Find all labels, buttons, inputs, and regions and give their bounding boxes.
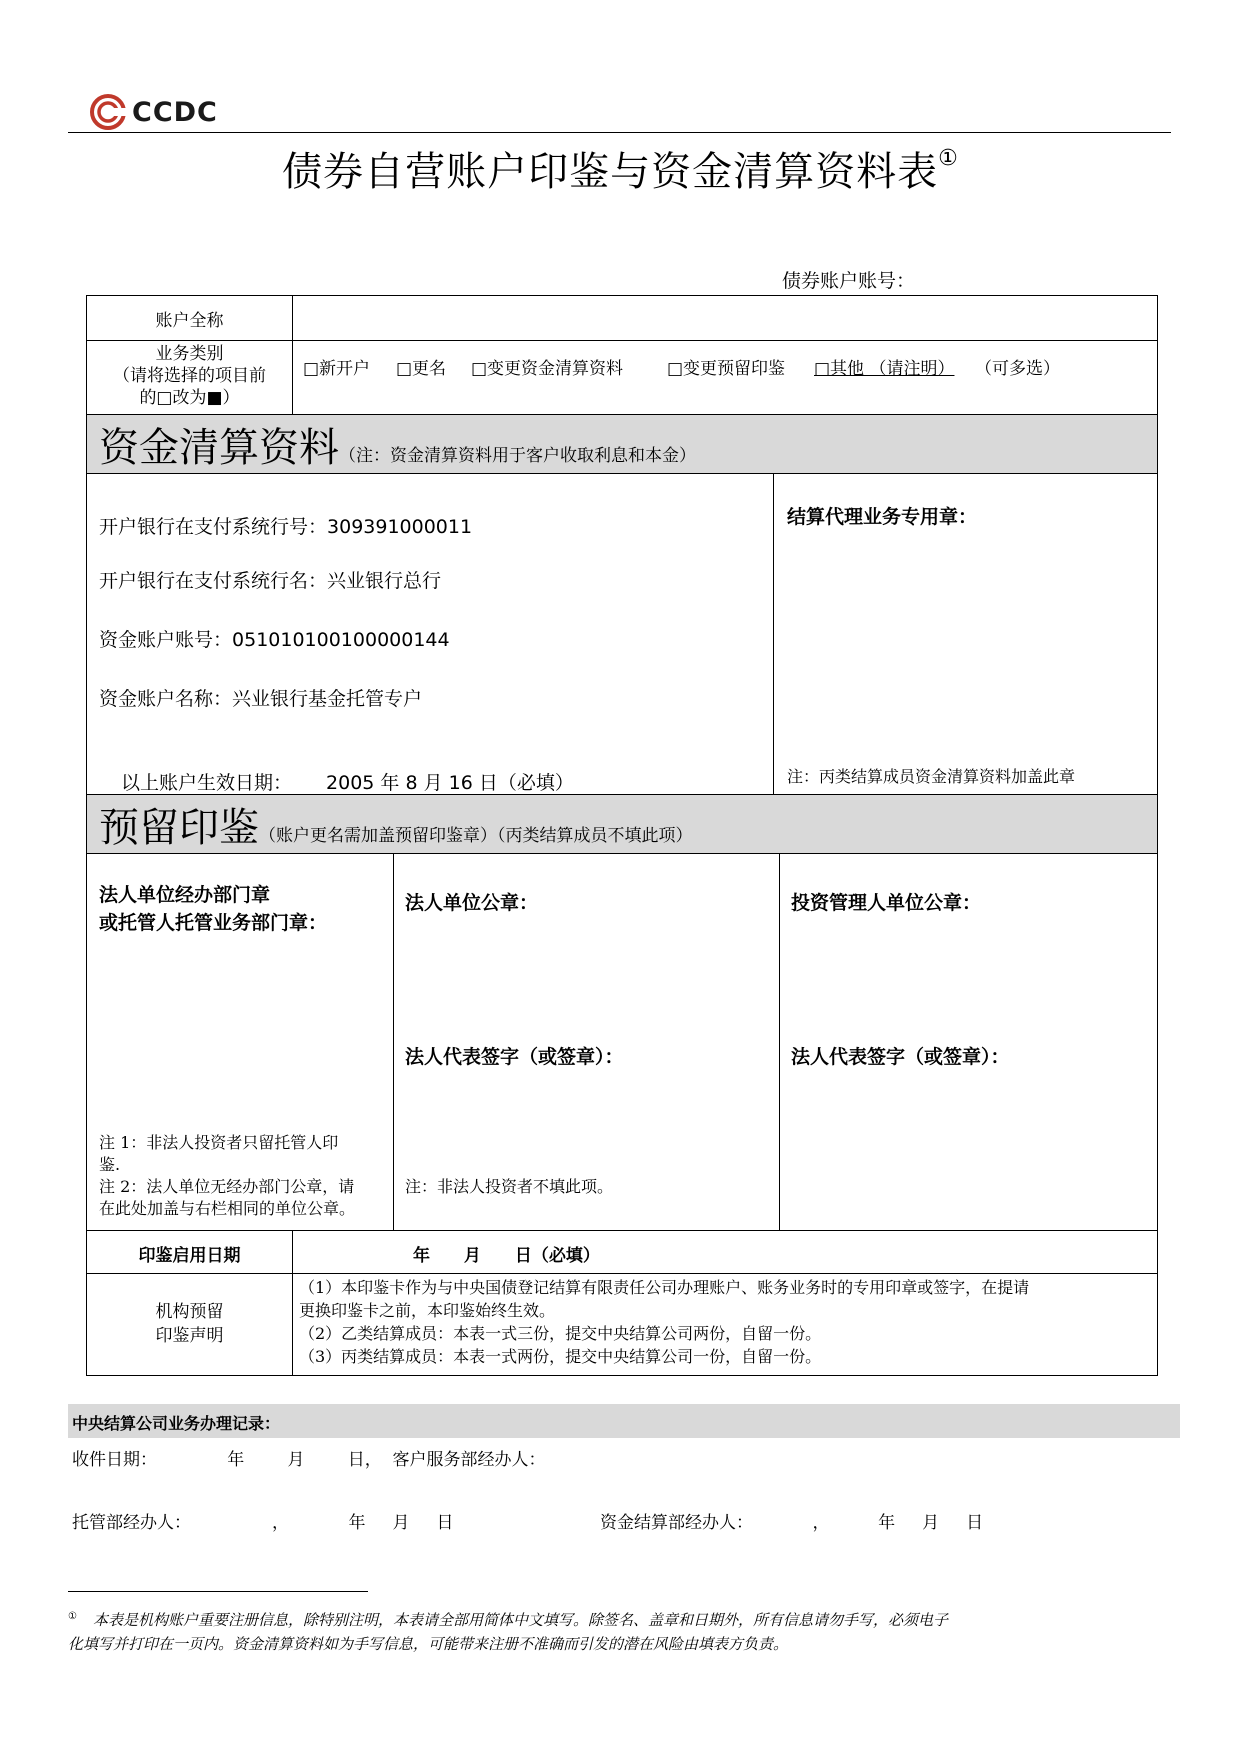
bank-name-line: 开户银行在支付系统行名：兴业银行总行 <box>99 570 442 592</box>
settle-line: 资金结算部经办人： ， 年 月 日 <box>600 1513 984 1533</box>
agent-seal-label: 结算代理业务专用章： <box>787 506 978 528</box>
receive-date-line: 收件日期： 年 月 日， 客户服务部经办人： <box>72 1450 546 1470</box>
page-title: 债券自营账户印鉴与资金清算资料表① <box>282 146 959 195</box>
title-footnote-mark: ① <box>938 146 959 171</box>
bank-no-value: 309391000011 <box>327 516 473 538</box>
account-name-label: 账户全称 <box>155 311 224 331</box>
logo-text: CCDC <box>132 96 218 128</box>
bond-account-label: 债券账户账号： <box>782 270 916 292</box>
effective-date-value: 2005 年 8 月 16 日（必填） <box>326 772 574 794</box>
acct-no-value: 051010100100000144 <box>232 629 450 651</box>
dept-seal-label: 法人单位经办部门章 或托管人托管业务部门章： <box>99 884 328 934</box>
multi-select-note: （可多选） <box>975 359 1060 379</box>
option-rename[interactable]: □更名 <box>396 359 447 379</box>
ccdc-logo-icon <box>90 94 126 130</box>
effective-date-line: 以上账户生效日期： 2005 年 8 月 16 日（必填） <box>121 772 574 794</box>
record-title: 中央结算公司业务办理记录： <box>72 1414 281 1433</box>
start-date-value[interactable]: 年 月 日（必填） <box>413 1246 600 1266</box>
funds-section-title: 资金清算资料（注：资金清算资料用于客户收取利息和本金） <box>99 425 696 471</box>
acct-name-line: 资金账户名称：兴业银行基金托管专户 <box>99 688 423 710</box>
footnote-rule <box>68 1591 368 1592</box>
declaration-text: （1）本印鉴卡作为与中央国债登记结算有限责任公司办理账户、账务业务时的专用印章或签字，在提请 更换印鉴卡之前，本印鉴始终生效。 （2）乙类结算成员：本表一式三份，提交中央结算公司两份，自留一份。 （3）丙类结算成员：本表一式两份，提交中央结算公司一份，自留一份。 <box>299 1278 1030 1366</box>
seals-section-title: 预留印鉴（账户更名需加盖预留印鉴章）（丙类结算成员不填此项） <box>99 805 693 851</box>
business-type-label: 业务类别 （请将选择的项目前 的□改为■） <box>113 344 266 408</box>
declaration-label: 机构预留 印鉴声明 <box>155 1302 224 1346</box>
option-change-seal[interactable]: □变更预留印鉴 <box>667 359 786 379</box>
dept-seal-notes: 注 1：非法人投资者只留托管人印 鉴. 注 2：法人单位无经办部门公章，请 在此处加盖与右栏相同的单位公章。 <box>99 1133 356 1218</box>
form-table <box>86 295 1158 1376</box>
footnote: ① 本表是机构账户重要注册信息，除特别注明，本表请全部用简体中文填写。除签名、盖章和日期外，所有信息请勿手写，必须电子 化填写并打印在一页内。资金清算资料如为手写信息，可能带来注册不准确而引发的潜在风险由填表方负责。 <box>68 1611 948 1653</box>
legal-rep-label: 法人代表签字（或签章）： <box>405 1046 624 1068</box>
option-change-funds[interactable]: □变更资金清算资料 <box>471 359 624 379</box>
bank-name-value: 兴业银行总行 <box>327 570 442 592</box>
legal-seal-label: 法人单位公章： <box>405 892 539 914</box>
option-other[interactable]: □其他 （请注明） <box>814 359 955 379</box>
ccdc-logo <box>90 92 218 132</box>
acct-no-line: 资金账户账号：051010100100000144 <box>99 629 450 651</box>
account-name-field[interactable] <box>293 296 1157 340</box>
invest-seal-label: 投资管理人单位公章： <box>791 892 982 914</box>
legal-seal-note: 注：非法人投资者不填此项。 <box>405 1177 614 1196</box>
agent-seal-note: 注：丙类结算成员资金清算资料加盖此章 <box>787 767 1076 786</box>
footnote-mark: ① <box>68 1611 77 1622</box>
option-new-account[interactable]: □新开户 <box>303 359 371 379</box>
bank-no-line: 开户银行在支付系统行号：309391000011 <box>99 516 473 538</box>
header-rule <box>68 132 1171 133</box>
acct-name-value: 兴业银行基金托管专户 <box>232 688 423 710</box>
start-date-label: 印鉴启用日期 <box>138 1246 241 1266</box>
invest-rep-label: 法人代表签字（或签章）： <box>791 1046 1010 1068</box>
custody-line: 托管部经办人： ， 年 月 日 <box>72 1513 454 1533</box>
